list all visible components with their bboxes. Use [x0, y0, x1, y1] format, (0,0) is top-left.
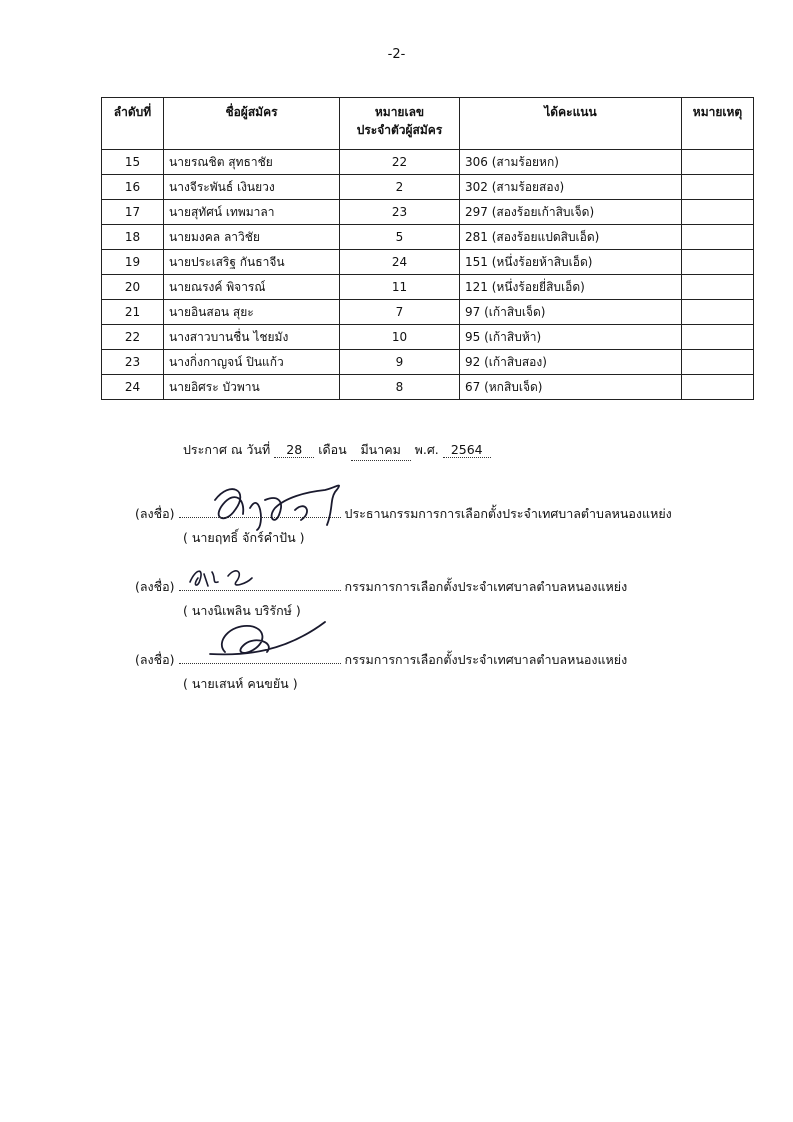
row-score: 67 (หกสิบเจ็ด)	[460, 375, 682, 400]
signature-1-dotted-line	[179, 516, 341, 518]
table-row	[102, 275, 754, 300]
row-score: 121 (หนึ่งร้อยยี่สิบเอ็ด)	[460, 275, 682, 300]
header-number	[340, 98, 460, 150]
announcement-prefix: ประกาศ ณ วันที่	[183, 442, 271, 457]
signature-line-1	[135, 504, 672, 524]
table-row	[102, 350, 754, 375]
signature-line-2	[135, 577, 627, 597]
row-number: 24	[340, 250, 460, 275]
row-name: นางสาวบานชื่น ไชยมัง	[164, 325, 340, 350]
row-number: 5	[340, 225, 460, 250]
row-score: 281 (สองร้อยแปดสิบเอ็ด)	[460, 225, 682, 250]
row-name: นายสุทัศน์ เทพมาลา	[164, 200, 340, 225]
row-order: 16	[102, 175, 164, 200]
signature-1-name: ( นายฤทธิ์ จักร์คำปัน )	[183, 530, 305, 545]
signature-line-3	[135, 650, 627, 670]
row-name: นางกิ่งกาญจน์ ปินแก้ว	[164, 350, 340, 375]
row-remark	[682, 325, 754, 350]
row-score: 306 (สามร้อยหก)	[460, 150, 682, 175]
row-remark	[682, 375, 754, 400]
signature-2-position: กรรมการการเลือกตั้งประจำเทศบาลตำบลหนองแหย่ง	[344, 579, 628, 594]
row-name: นายรณชิต สุทธาชัย	[164, 150, 340, 175]
row-order: 24	[102, 375, 164, 400]
row-order: 17	[102, 200, 164, 225]
row-name: นางจีระพันธ์ เงินยวง	[164, 175, 340, 200]
row-number: 9	[340, 350, 460, 375]
table-header-row	[102, 98, 754, 150]
signature-2-name: ( นางนิเพลิน บริรักษ์ )	[183, 603, 301, 618]
table-row	[102, 300, 754, 325]
row-order: 20	[102, 275, 164, 300]
row-number: 2	[340, 175, 460, 200]
signature-3-position: กรรมการการเลือกตั้งประจำเทศบาลตำบลหนองแหย่ง	[344, 652, 628, 667]
row-score: 151 (หนึ่งร้อยห้าสิบเอ็ด)	[460, 250, 682, 275]
table-row	[102, 325, 754, 350]
header-number-line2: ประจำตัวผู้สมัคร	[356, 123, 443, 137]
header-score: ได้คะแนน	[460, 98, 682, 150]
announcement-month-label: เดือน	[318, 442, 347, 457]
announcement-month: มีนาคม	[351, 440, 411, 461]
row-score: 97 (เก้าสิบเจ็ด)	[460, 300, 682, 325]
header-remark: หมายเหตุ	[682, 98, 754, 150]
row-number: 10	[340, 325, 460, 350]
header-name: ชื่อผู้สมัคร	[164, 98, 340, 150]
row-order: 15	[102, 150, 164, 175]
row-remark	[682, 150, 754, 175]
page-number: -2-	[387, 47, 406, 62]
signature-3-label: (ลงชื่อ)	[135, 652, 175, 667]
results-table	[101, 97, 754, 400]
announcement-year: 2564	[443, 442, 491, 458]
signature-2-label: (ลงชื่อ)	[135, 579, 175, 594]
table-row	[102, 200, 754, 225]
row-order: 22	[102, 325, 164, 350]
row-name: นายประเสริฐ กันธาจีน	[164, 250, 340, 275]
signature-3-dotted-line	[179, 662, 341, 664]
row-number: 8	[340, 375, 460, 400]
table-row	[102, 150, 754, 175]
table-row	[102, 375, 754, 400]
table-row	[102, 225, 754, 250]
signature-1-label: (ลงชื่อ)	[135, 506, 175, 521]
row-remark	[682, 300, 754, 325]
row-name: นายณรงค์ พิจารณ์	[164, 275, 340, 300]
row-number: 22	[340, 150, 460, 175]
signature-1-position: ประธานกรรมการการเลือกตั้งประจำเทศบาลตำบลหนองแหย่ง	[344, 506, 672, 521]
header-order: ลำดับที่	[102, 98, 164, 150]
row-remark	[682, 225, 754, 250]
row-score: 302 (สามร้อยสอง)	[460, 175, 682, 200]
row-order: 19	[102, 250, 164, 275]
row-number: 11	[340, 275, 460, 300]
announcement-year-label: พ.ศ.	[414, 442, 439, 457]
row-remark	[682, 250, 754, 275]
row-order: 23	[102, 350, 164, 375]
row-name: นายอินสอน สุยะ	[164, 300, 340, 325]
signature-2-dotted-line	[179, 589, 341, 591]
header-number-line1: หมายเลข	[374, 105, 425, 119]
row-score: 92 (เก้าสิบสอง)	[460, 350, 682, 375]
row-order: 21	[102, 300, 164, 325]
row-number: 23	[340, 200, 460, 225]
announcement-day: 28	[274, 442, 314, 458]
row-name: นายอิศระ บัวพาน	[164, 375, 340, 400]
row-remark	[682, 350, 754, 375]
announcement-line	[183, 440, 491, 461]
row-number: 7	[340, 300, 460, 325]
table-row	[102, 175, 754, 200]
row-score: 297 (สองร้อยเก้าสิบเจ็ด)	[460, 200, 682, 225]
row-name: นายมงคล ลาวิชัย	[164, 225, 340, 250]
signature-3-name: ( นายเสนห์ คนขยัน )	[183, 676, 298, 691]
table-row	[102, 250, 754, 275]
row-remark	[682, 175, 754, 200]
row-order: 18	[102, 225, 164, 250]
row-score: 95 (เก้าสิบห้า)	[460, 325, 682, 350]
row-remark	[682, 275, 754, 300]
row-remark	[682, 200, 754, 225]
